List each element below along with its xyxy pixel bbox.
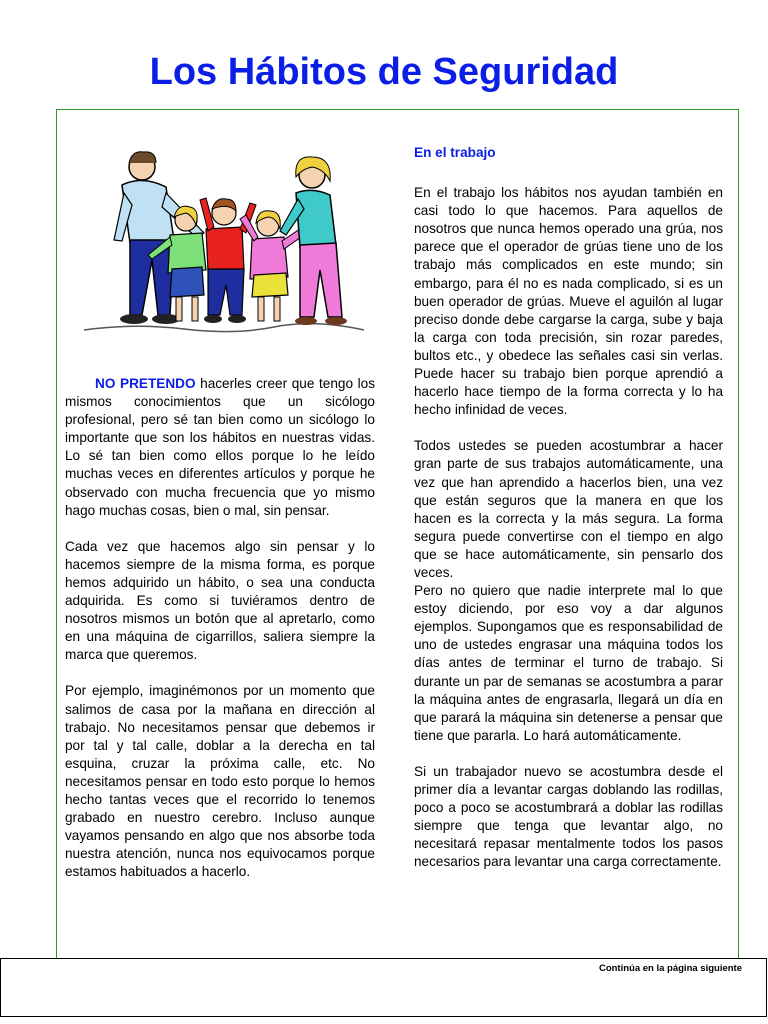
section-heading: En el trabajo bbox=[414, 145, 496, 160]
intro-paragraph bbox=[65, 375, 375, 520]
page-title: Los Hábitos de Seguridad bbox=[149, 51, 619, 93]
work-paragraph-2: Todos ustedes se pueden acostumbrar a hacer gran parte de sus trabajos automáticamente, una vez que han aprendido a hacerlos bien, una vez que están seguros que la manera en que los hacen es la correcta y la más segura. La forma segura puede convertirse con el tiempo en algo que se hace automáticamente, sin pensarlo dos veces. bbox=[414, 438, 723, 580]
work-paragraph-1: En el trabajo los hábitos nos ayudan también en casi todo lo que hacemos. Para aquellos de nosotros que nunca hemos operado una grúa, nos parece que el operador de grúas tiene uno de los trabajo más complicados en este mundo; sin embargo, para él no es nada complicado, si es un buen operador de grúas. Mueve el aguilón al lugar preciso donde debe cargarse la carga, sube y baja la carga con toda precisión, sin rozar paredes, bultos etc., y obedece las señales casi sin verlas. Puede hacer su trabajo bien porque aprendió a hacerlo hace tiempo de la forma correcta y lo ha hecho infinidad de veces. bbox=[414, 185, 723, 418]
boy-red-figure bbox=[200, 198, 256, 323]
example-paragraph: Por ejemplo, imaginémonos por un momento que salimos de casa por la mañana en dirección al trabajo. No necesitamos pensar que debemos ir por tal y tal calle, doblar a la derecha en tal esquina, cruzar la próxima calle, etc. No necesitamos pensar en todo esto porque lo hemos hecho tantas veces que el recorrido lo tenemos grabado en nuestro cerebro. Incluso aunque vayamos pensando en algo que nos absorbe toda nuestra atención, nunca nos equivocamos porque estamos habituados a hacerlo. bbox=[65, 683, 375, 880]
right-column bbox=[414, 144, 723, 871]
intro-paragraph-text: hacerles creer que tengo los mismos conocimientos que un sicólogo profesional, pero sé tan bien como un sicólogo lo importante que son los hábitos en nuestras vidas. Lo sé tan bien como ellos porque lo he leído muchas veces en diferentes artículos y porque he observado con mucha frecuencia que yo mismo hago muchas cosas, bien o mal, sin pensar. bbox=[65, 376, 375, 518]
continue-note: Continúa en la página siguiente bbox=[598, 963, 742, 974]
work-paragraph-4: Si un trabajador nuevo se acostumbra desde el primer día a levantar cargas doblando las rodillas, poco a poco se acostumbrará a doblar las rodillas siempre que tenga que levantar algo, no necesitará repasar mentalmente todos los pasos necesarios para levantar una carga correctamente. bbox=[414, 763, 723, 870]
work-paragraph-3: Pero no quiero que nadie interprete mal lo que estoy diciendo, por eso voy a dar algunos ejemplos. Supongamos que es responsabilidad de uno de ustedes engrasar una máquina todos los días antes de terminar el turno de trabajo. Si durante un par de semanas se acostumbra a parar la máquina antes de engrasarla, llegará un día en que parará la máquina sin detenerse a pensar que tiene que pararla. Lo hará automáticamente. bbox=[414, 583, 723, 743]
lead-text: NO PRETENDO bbox=[95, 376, 196, 391]
habits-paragraph: Cada vez que hacemos algo sin pensar y lo hacemos siempre de la misma forma, es porque hemos adquirido un hábito, o sea una conducta adquirida. Es como si tuviéramos dentro de nosotros mismos un botón que al apretarlo, como en una máquina de cigarrillos, saliera siempre la marca que queremos. bbox=[65, 538, 375, 663]
girl-pink-figure bbox=[240, 211, 304, 321]
family-cartoon-icon bbox=[74, 145, 369, 340]
left-column bbox=[65, 375, 375, 881]
